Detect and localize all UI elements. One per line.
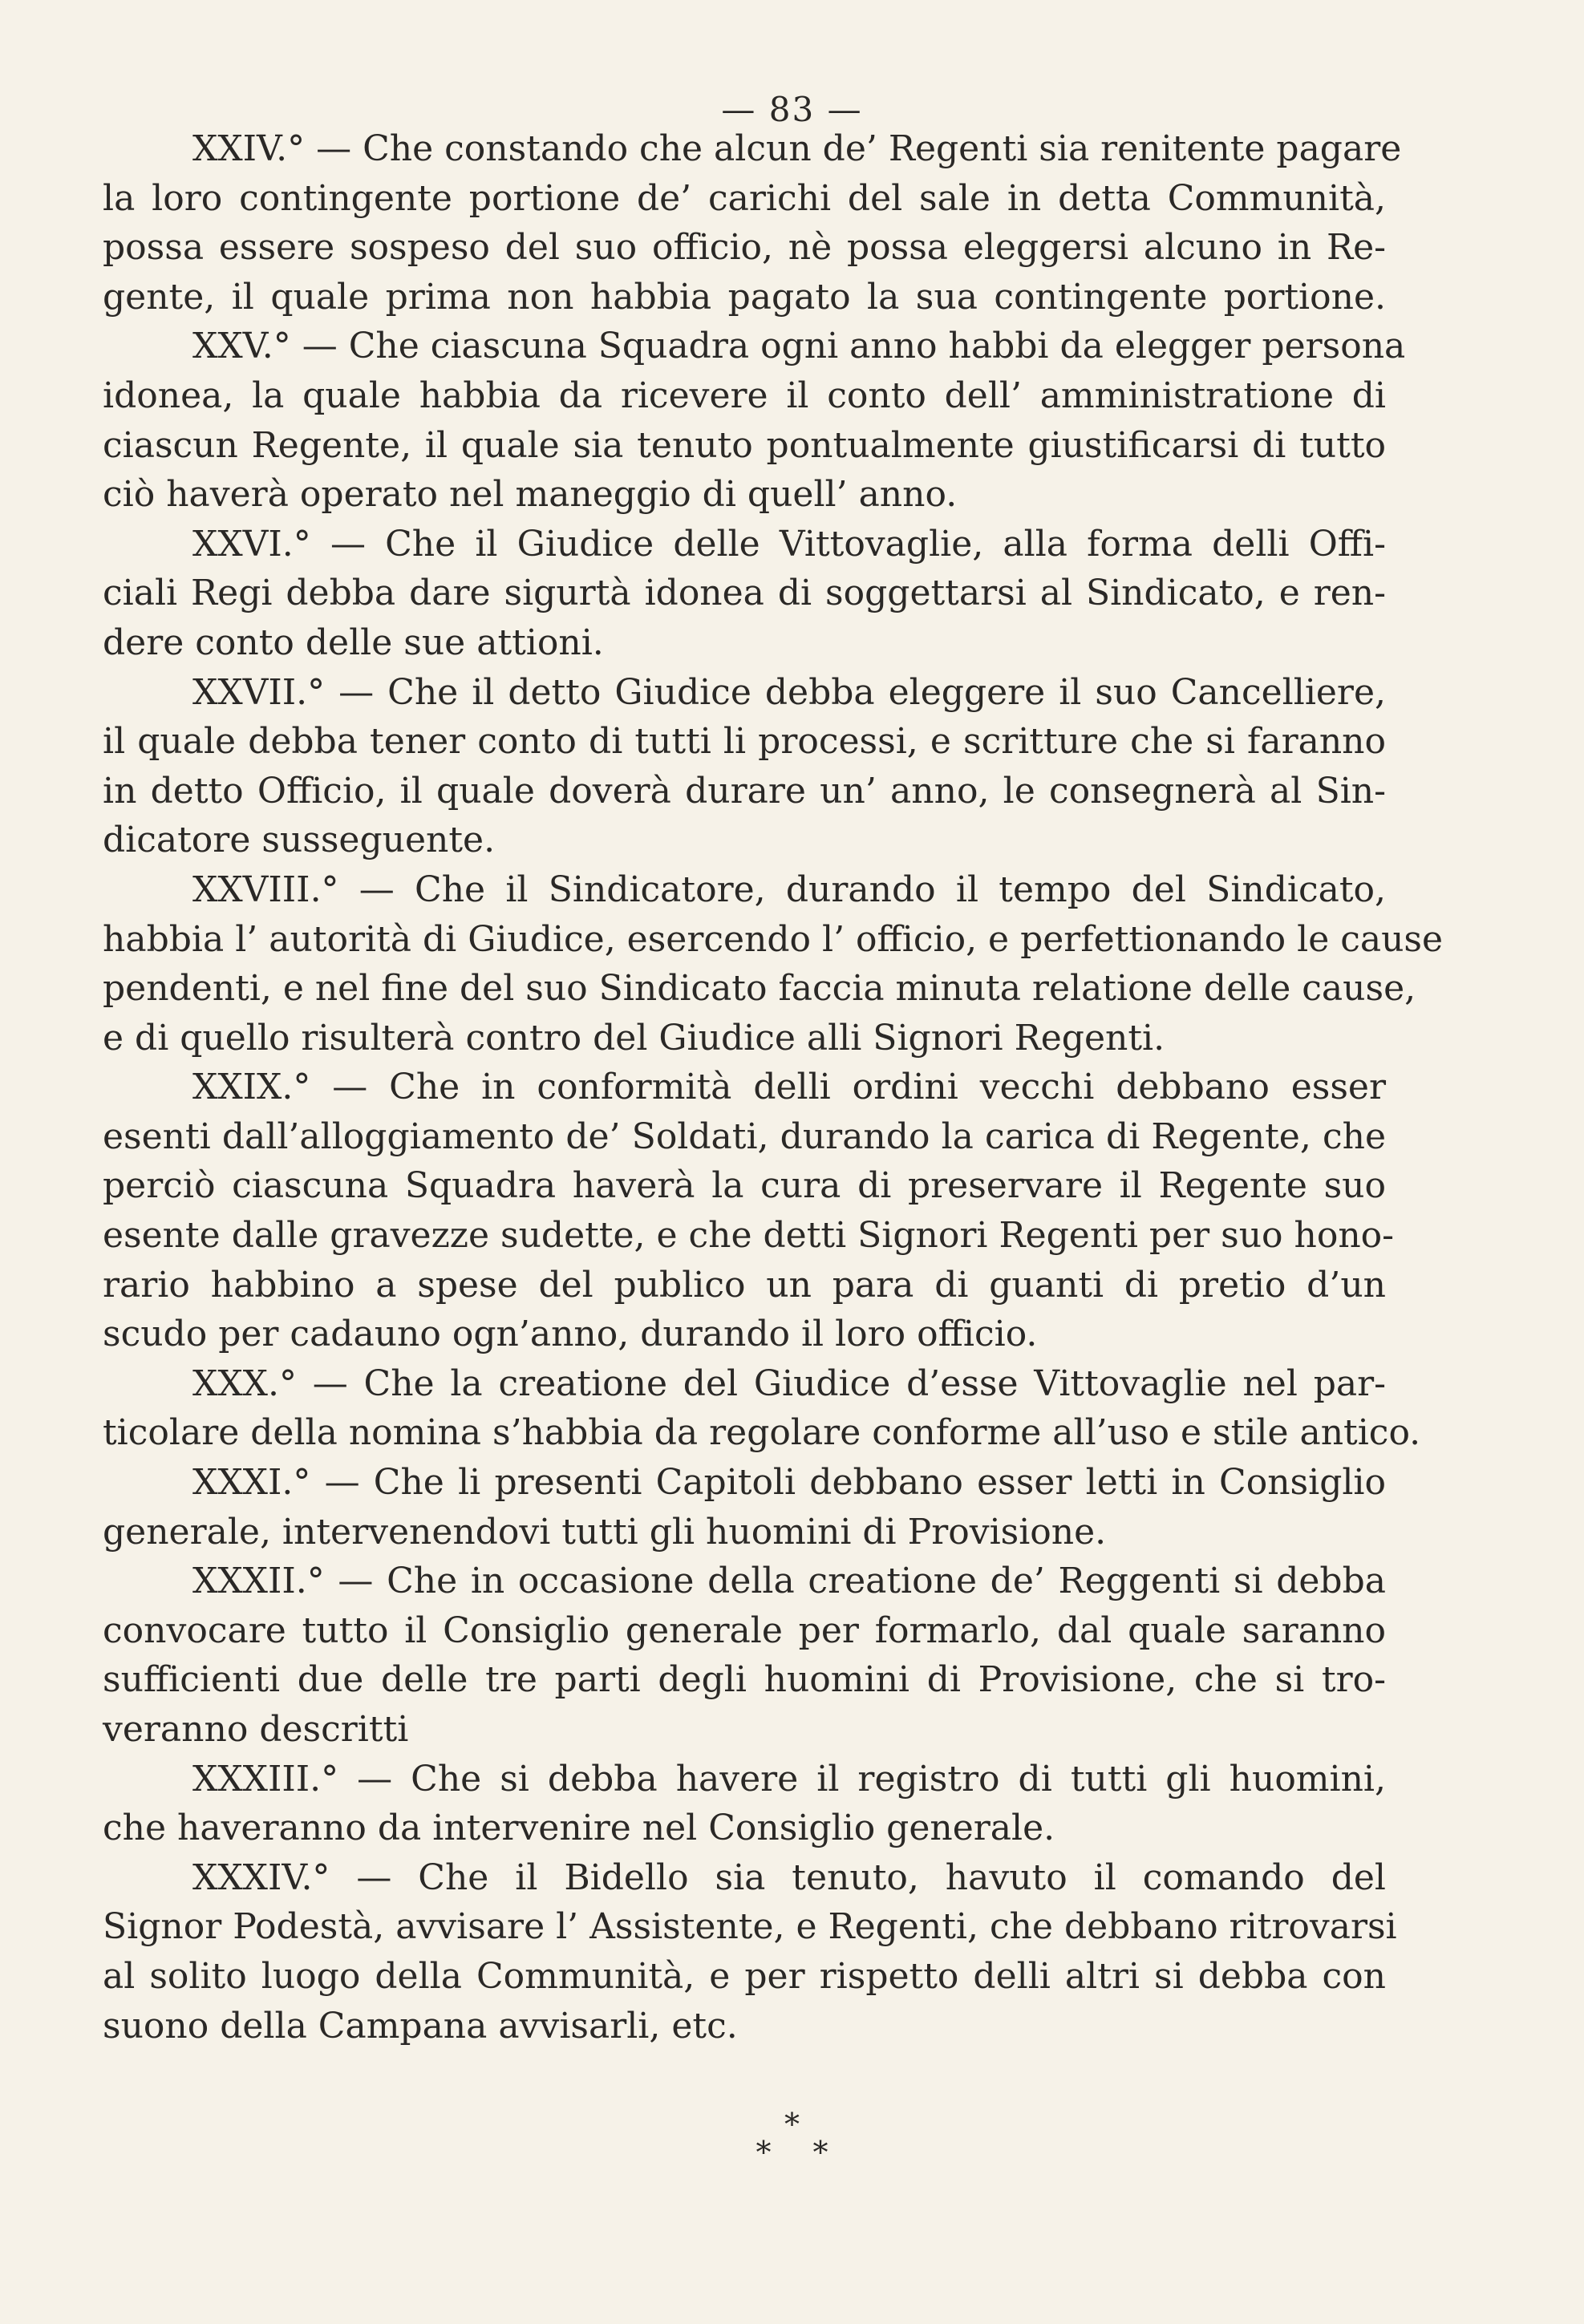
text-line: al solito luogo della Communità, e per rispetto delli altri si debba con bbox=[103, 1955, 1386, 1997]
text-line: esente dalle gravezze sudette, e che detti Signori Regenti per suo hono- bbox=[103, 1215, 1395, 1257]
text-line: suono della Campana avvisarli, etc. bbox=[103, 2005, 738, 2047]
asterism-top: * bbox=[784, 2107, 800, 2142]
text-line: ciascun Regente, il quale sia tenuto pontualmente giustificarsi di tutto bbox=[103, 424, 1386, 466]
text-line: veranno descritti bbox=[103, 1709, 409, 1750]
text-line: esenti dall’alloggiamento de’ Soldati, durando la carica di Regente, che bbox=[103, 1115, 1386, 1157]
text-line: ciali Regi debba dare sigurtà idonea di soggettarsi al Sindicato, e ren- bbox=[103, 573, 1386, 614]
text-line: XXV.° — Che ciascuna Squadra ogni anno habbi da elegger persona bbox=[192, 326, 1406, 367]
asterism-bottom: * * bbox=[756, 2135, 828, 2170]
text-line: XXXII.° — Che in occasione della creatione de’ Reggenti si debba bbox=[192, 1561, 1386, 1602]
text-line: Signor Podestà, avvisare l’ Assistente, e Regenti, che debbano ritrovarsi bbox=[103, 1906, 1397, 1948]
text-line: XXVI.° — Che il Giudice delle Vittovaglie, alla forma delli Offi- bbox=[192, 523, 1386, 565]
text-line: scudo per cadauno ogn’anno, durando il loro officio. bbox=[103, 1314, 1038, 1355]
text-line: in detto Officio, il quale doverà durare un’ anno, le consegnerà al Sin- bbox=[103, 770, 1386, 812]
text-line: ciò haverà operato nel maneggio di quell’ anno. bbox=[103, 474, 958, 516]
text-line: che haveranno da intervenire nel Consiglio generale. bbox=[103, 1808, 1055, 1849]
text-line: idonea, la quale habbia da ricevere il conto dell’ amministratione di bbox=[103, 375, 1386, 416]
text-line: XXXIV.° — Che il Bidello sia tenuto, havuto il comando del bbox=[192, 1856, 1386, 1898]
text-line: generale, intervenendovi tutti gli huomini di Provisione. bbox=[103, 1511, 1107, 1553]
page-number: — 83 — bbox=[721, 90, 863, 129]
text-line: sufficienti due delle tre parti degli huomini di Provisione, che si tro- bbox=[103, 1659, 1386, 1701]
text-line: ticolare della nomina s’habbia da regolare conforme all’uso e stile antico. bbox=[103, 1412, 1421, 1454]
text-line: gente, il quale prima non habbia pagato la sua contingente portione. bbox=[103, 276, 1386, 318]
text-line: possa essere sospeso del suo officio, nè possa eleggersi alcuno in Re- bbox=[103, 227, 1386, 269]
text-line: dere conto delle sue attioni. bbox=[103, 621, 604, 663]
text-line: il quale debba tener conto di tutti li processi, e scritture che si faranno bbox=[103, 721, 1386, 763]
text-line: XXIV.° — Che constando che alcun de’ Regenti sia renitente pagare bbox=[192, 128, 1402, 169]
text-body bbox=[103, 124, 1444, 2051]
text-line: XXVIII.° — Che il Sindicatore, durando il tempo del Sindicato, bbox=[192, 868, 1386, 910]
text-line: XXX.° — Che la creatione del Giudice d’esse Vittovaglie nel par- bbox=[192, 1362, 1386, 1404]
text-line: perciò ciascuna Squadra haverà la cura di preservare il Regente suo bbox=[103, 1165, 1386, 1207]
text-line: pendenti, e nel fine del suo Sindicato faccia minuta relatione delle cause, bbox=[103, 968, 1416, 1010]
text-line: XXXIII.° — Che si debba havere il registro di tutti gli huomini, bbox=[192, 1758, 1386, 1800]
text-line: XXVII.° — Che il detto Giudice debba eleggere il suo Cancelliere, bbox=[192, 671, 1386, 713]
text-line: XXXI.° — Che li presenti Capitoli debbano esser letti in Consiglio bbox=[192, 1462, 1386, 1504]
text-line: e di quello risulterà contro del Giudice alli Signori Regenti. bbox=[103, 1017, 1165, 1059]
text-line: rario habbino a spese del publico un para di guanti di pretio d’un bbox=[103, 1264, 1386, 1306]
text-line: habbia l’ autorità di Giudice, esercendo l’ officio, e perfettionando le cause bbox=[103, 918, 1444, 960]
text-line: convocare tutto il Consiglio generale per formarlo, dal quale saranno bbox=[103, 1609, 1386, 1651]
text-line: dicatore susseguente. bbox=[103, 820, 496, 861]
text-line: la loro contingente portione de’ carichi del sale in detta Communità, bbox=[103, 177, 1386, 219]
text-line: XXIX.° — Che in conformità delli ordini vecchi debbano esser bbox=[192, 1067, 1386, 1108]
